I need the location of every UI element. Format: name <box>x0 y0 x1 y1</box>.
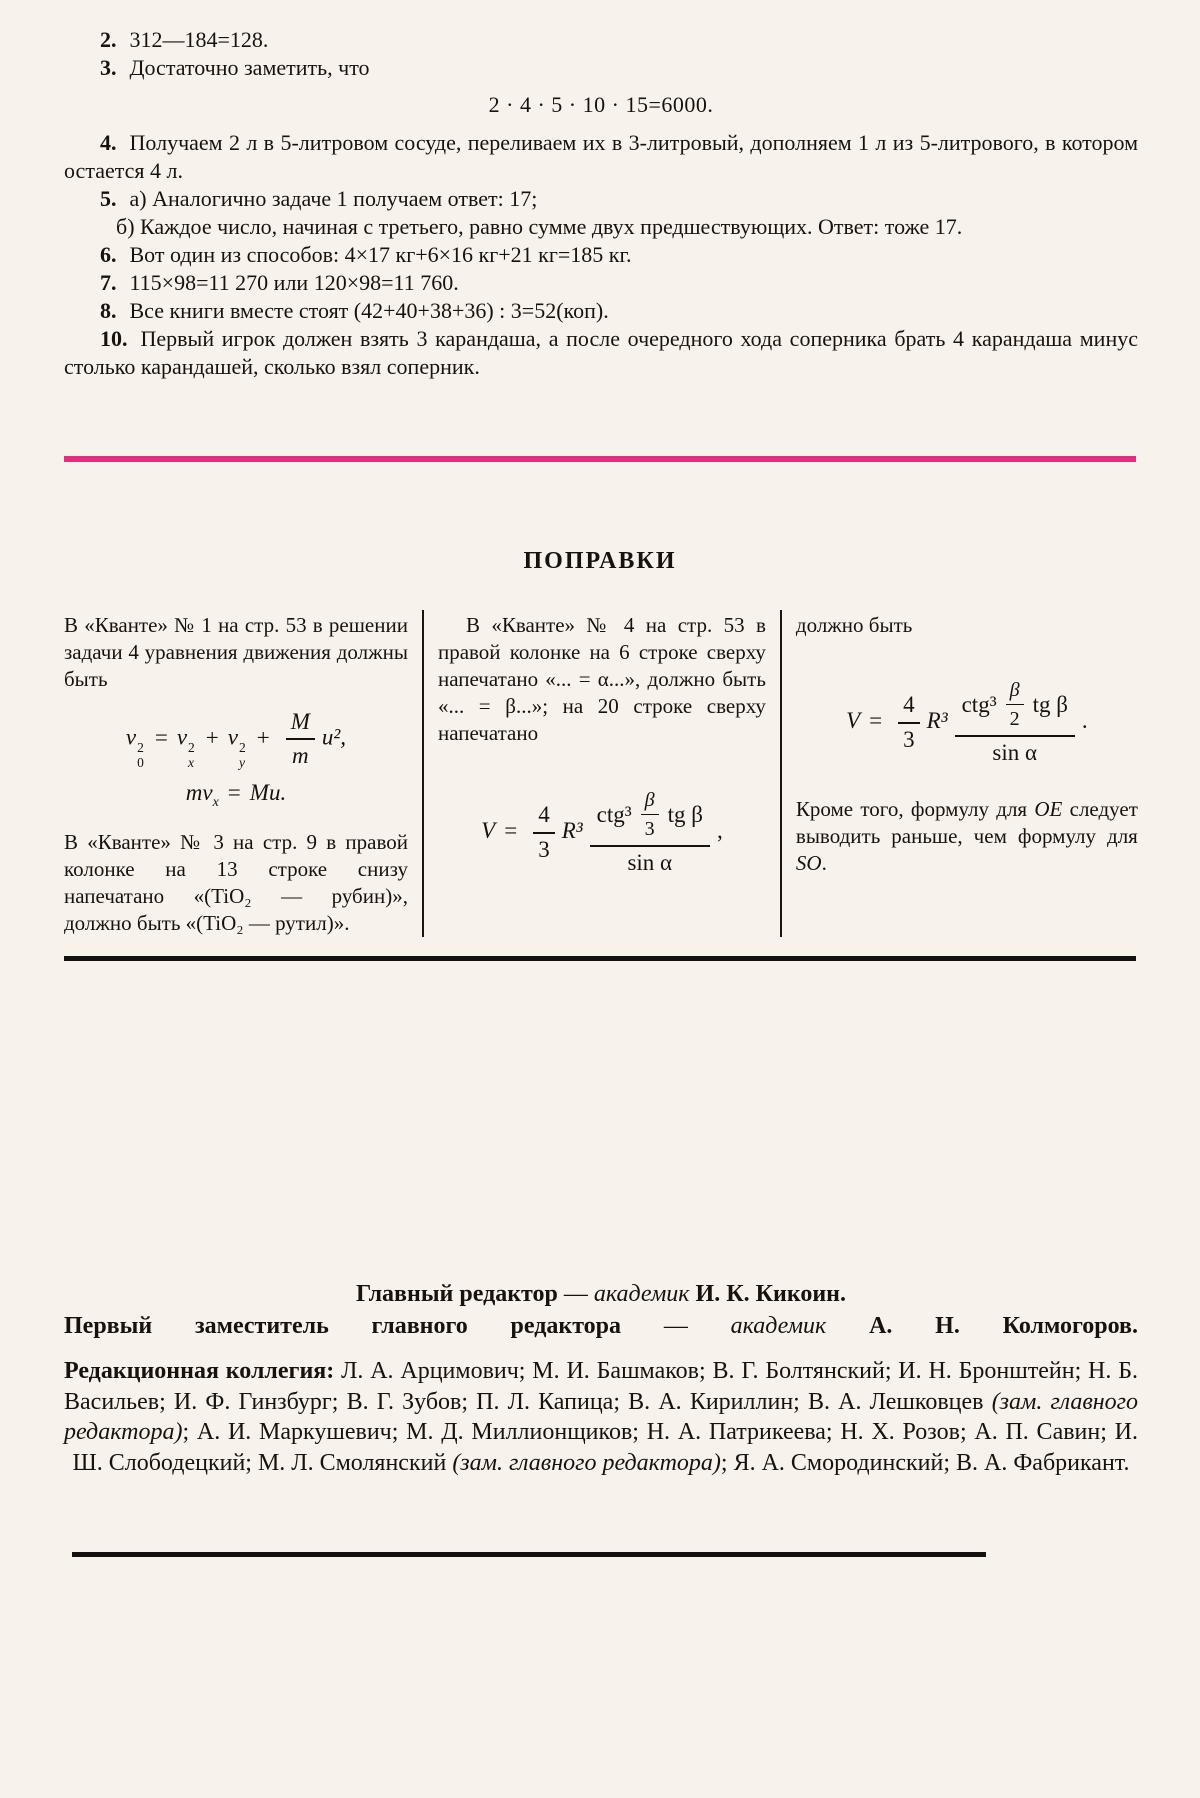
answer-item-7 <box>64 269 1138 297</box>
black-divider-rule-bottom <box>72 1552 986 1557</box>
correction-column-3 <box>780 610 1138 937</box>
answer-number: 3. <box>100 55 117 80</box>
answer-item-3 <box>64 54 1138 82</box>
corrections-columns <box>64 610 1138 937</box>
answer-text: а) Аналогично задаче 1 получаем ответ: 17; <box>129 186 538 211</box>
board-members: Л. А. Арцимович; М. И. Башмаков; В. Г. Болтянский; И. Н. Бронштейн; Н. Б. Васильев; И. Ф. Гинзбург; В. Г. Зубов; П. Л. Капица; В. А. Кириллин; В. А. Лешковцев <box>64 1358 1138 1415</box>
correction-column-1 <box>64 610 422 937</box>
answer-text: Получаем 2 л в 5-литровом сосуде, переливаем их в 3-литровый, дополняем 1 л из 5-литрового, в котором остается 4 л. <box>64 130 1138 183</box>
deputy-note: (зам. главного редактора) <box>452 1449 721 1476</box>
answer-item-2 <box>64 26 1138 54</box>
correction-3-text: В «Кванте» № 4 на стр. 53 в правой колонке на 6 строке сверху напечатано «... = α...», должно быть «... = β...»; на 20 строке сверху напечатано <box>437 613 766 745</box>
deputy-note: (зам. главного редактора) <box>64 1388 1139 1445</box>
sup-sub-stack: 2 y <box>239 739 246 770</box>
answer-number: 5. <box>100 186 117 211</box>
coefficient-fraction: $\frac{4}{3}$ <box>898 692 920 753</box>
mass-ratio-fraction: $\frac{M}{m}$ <box>286 709 315 770</box>
editorial-board-label: Редакционная коллегия: <box>64 1358 335 1384</box>
answer-number: 4. <box>100 130 117 155</box>
volume-formula-printed: V = $\frac{4}{3}$ R³ ctg³ $\frac{\beta}{3}$ tg β sin α , <box>481 789 723 876</box>
correction-column-2 <box>422 610 780 937</box>
answer-item-10 <box>64 325 1138 381</box>
editorial-board-paragraph <box>64 1356 1138 1478</box>
answer-item-6 <box>64 241 1138 269</box>
should-be-text: должно быть <box>795 613 913 637</box>
pink-divider-rule <box>64 456 1136 462</box>
chief-editor-title: академик <box>593 1281 690 1307</box>
answer-text: 115×98=11 270 или 120×98=11 760. <box>129 270 459 295</box>
answer-item-4 <box>64 129 1138 185</box>
sup-sub-stack: 2 0 <box>137 739 144 770</box>
trig-fraction: ctg³ $\frac{\beta}{3}$ tg β sin α <box>590 789 710 876</box>
beta-fraction: $\frac{\beta}{3}$ <box>641 789 659 841</box>
deputy-editor-line: Первый заместитель главного редактора — академик А. Н. Колмогоров. <box>64 1313 1139 1339</box>
chief-editor-name: И. К. Кикоин. <box>695 1281 846 1307</box>
momentum-equation: $mv_x = Mu$. <box>185 779 287 810</box>
answers-section <box>64 26 1138 381</box>
answer-number: 7. <box>100 270 117 295</box>
answer-text: б) Каждое число, начиная с третьего, равно сумме двух предшествующих. Ответ: тоже 17. <box>116 214 963 239</box>
answer-number: 2. <box>100 27 117 52</box>
additional-note-text: Кроме того, формулу для ОЕ следует выводить раньше, чем формулу для SO. <box>795 797 1138 876</box>
correction-2-text: В «Кванте» № 3 на стр. 9 в правой колонке на 13 строке снизу напечатано «(TiO₂ — рубин)», должно быть «(TiO₂ — рутил)». <box>64 830 408 936</box>
answer-item-5b <box>64 213 1138 241</box>
chief-editor-role: Главный редактор <box>356 1281 558 1307</box>
answer-number: 6. <box>100 242 117 267</box>
deputy-editor-name: А. Н. Колмогоров. <box>869 1313 1139 1339</box>
beta-fraction: $\frac{\beta}{2}$ <box>1006 679 1024 731</box>
answer-text: Вот один из способов: 4×17 кг+6×16 кг+21 кг=185 кг. <box>129 242 632 267</box>
correction-1-text: В «Кванте» № 1 на стр. 53 в решении задачи 4 уравнения движения должны быть <box>64 613 408 691</box>
volume-formula-corrected: V = $\frac{4}{3}$ R³ ctg³ $\frac{\beta}{2}$ tg β sin α . <box>846 679 1088 766</box>
answer-item-5a <box>64 185 1138 213</box>
trig-fraction: ctg³ $\frac{\beta}{2}$ tg β sin α <box>955 679 1075 766</box>
answer-number: 8. <box>100 298 117 323</box>
deputy-editor-title: академик <box>730 1313 827 1339</box>
corrections-heading: ПОПРАВКИ <box>523 548 677 574</box>
sup-sub-stack: 2 x <box>188 739 195 770</box>
answer-item-8 <box>64 297 1138 325</box>
answer-text: Первый игрок должен взять 3 карандаша, а после очередного хода соперника брать 4 карандаша минус столько карандашей, сколько взял соперник. <box>64 326 1138 379</box>
black-divider-rule-top <box>64 956 1136 961</box>
motion-equation-1: v 2 0 = v 2 x + v 2 y + $\frac{M}{m}$ u², <box>125 709 347 770</box>
answer-text: Все книги вместе стоят (42+40+38+36) : 3=52(коп). <box>129 298 609 323</box>
board-members: ; Я. А. Смородинский; В. А. Фабрикант. <box>720 1449 1130 1476</box>
answer-number: 10. <box>100 326 128 351</box>
product-equation: 2 · 4 · 5 · 10 · 15=6000. <box>488 92 714 117</box>
chief-editor-line: Главный редактор — академик И. К. Кикоин. <box>356 1281 846 1307</box>
answer-text: Достаточно заметить, что <box>129 55 370 80</box>
answer-text: 312—184=128. <box>129 27 269 52</box>
deputy-editor-role: Первый заместитель главного редактора <box>64 1313 622 1339</box>
board-members: ; А. И. Маркушевич; М. Д. Миллионщиков; Н. А. Патрикеева; Н. Х. Розов; А. П. Савин; И. Ш. Слободецкий; М. Л. Смолянский <box>72 1419 1138 1476</box>
coefficient-fraction: $\frac{4}{3}$ <box>533 802 555 863</box>
editorial-section <box>64 1281 1138 1478</box>
